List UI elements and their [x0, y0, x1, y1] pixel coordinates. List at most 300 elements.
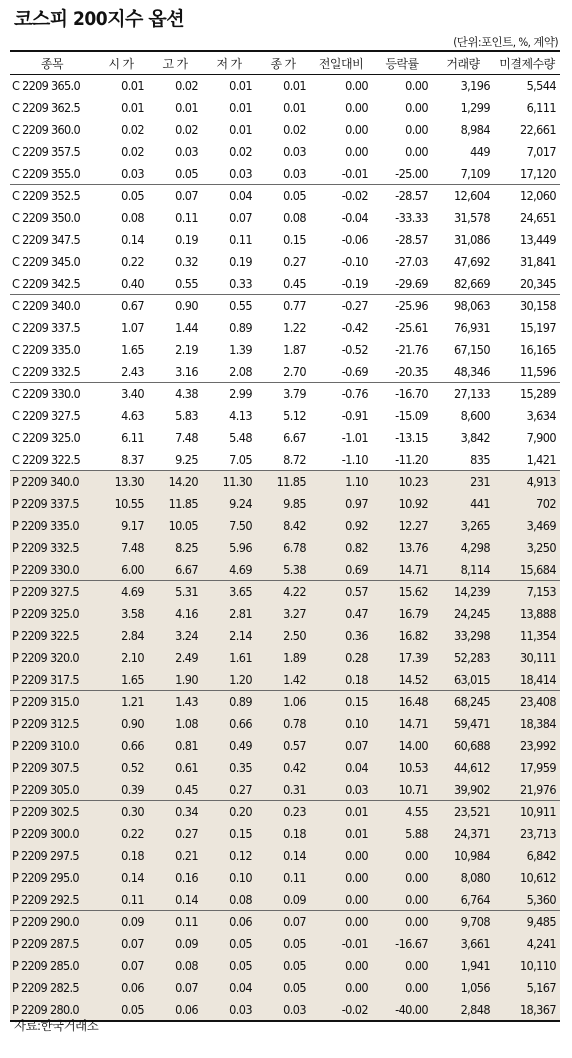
cell-change-rate: -13.15 [395, 430, 428, 445]
cell-open-interest: 7,900 [526, 430, 556, 445]
cell-change: -0.01 [310, 933, 372, 955]
cell-close: 5.12 [283, 408, 306, 423]
cell-change: -0.27 [341, 298, 368, 314]
cell-change: 1.10 [310, 471, 372, 493]
table-row [10, 933, 560, 955]
cell-low: 1.20 [202, 669, 256, 691]
cell-low: 0.27 [202, 779, 256, 801]
cell-name: P 2209 300.0 [10, 823, 94, 845]
cell-open: 0.39 [94, 779, 148, 801]
cell-change-rate: 0.00 [372, 889, 432, 911]
cell-change: -0.42 [341, 320, 368, 335]
cell-close: 0.05 [256, 977, 310, 999]
cell-volume: 441 [432, 493, 494, 515]
cell-close: 3.79 [283, 386, 306, 402]
cell-name: P 2209 340.0 [10, 471, 94, 493]
cell-volume: 8,984 [460, 122, 490, 137]
table-row [10, 471, 560, 493]
cell-change-rate: 17.39 [372, 647, 432, 669]
cell-name: C 2209 337.5 [12, 320, 80, 335]
cell-low: 0.35 [202, 757, 256, 779]
cell-change: 0.00 [310, 889, 372, 911]
cell-close: 2.50 [256, 625, 310, 647]
cell-name: C 2209 335.0 [12, 342, 80, 357]
cell-name: C 2209 342.5 [10, 273, 94, 295]
cell-name: P 2209 320.0 [10, 647, 94, 669]
cell-low: 0.20 [202, 801, 256, 823]
cell-close: 0.18 [256, 823, 310, 845]
cell-change: -0.19 [310, 273, 372, 295]
cell-volume: 4,298 [432, 537, 494, 559]
cell-high: 0.27 [148, 823, 202, 845]
cell-open: 0.30 [94, 801, 148, 823]
cell-change: -0.02 [341, 188, 368, 204]
cell-name: P 2209 317.5 [10, 669, 94, 691]
cell-volume: 52,283 [432, 647, 494, 669]
cell-open-interest: 7,017 [526, 144, 556, 159]
cell-high: 0.19 [175, 232, 198, 247]
cell-open-interest: 17,959 [494, 757, 560, 779]
cell-name: P 2209 280.0 [10, 999, 94, 1021]
cell-name: C 2209 350.0 [12, 210, 80, 225]
cell-change: -0.52 [341, 342, 368, 357]
table-row [10, 713, 560, 735]
cell-change-rate: 0.00 [405, 144, 428, 159]
cell-change-rate: 0.00 [372, 867, 432, 889]
cell-high: 11.85 [148, 493, 202, 515]
cell-open: 0.07 [94, 933, 148, 955]
table-row [10, 515, 560, 537]
cell-close: 0.05 [283, 188, 306, 204]
cell-open: 0.02 [121, 144, 144, 159]
table-row [10, 317, 560, 339]
cell-change-rate: 14.52 [372, 669, 432, 691]
cell-low: 2.14 [202, 625, 256, 647]
cell-high: 4.38 [175, 386, 198, 402]
cell-close: 0.03 [283, 144, 306, 159]
cell-change-rate: -11.20 [372, 449, 432, 471]
cell-volume: 1,299 [460, 100, 490, 115]
cell-name: P 2209 285.0 [10, 955, 94, 977]
table-row [10, 339, 560, 361]
cell-high: 0.08 [148, 955, 202, 977]
cell-high: 1.44 [175, 320, 198, 335]
cell-high: 9.25 [148, 449, 202, 471]
cell-close: 11.85 [256, 471, 310, 493]
table-row [10, 757, 560, 779]
cell-change: -0.04 [341, 210, 368, 225]
cell-change-rate: -28.57 [395, 188, 428, 204]
cell-volume: 23,521 [432, 801, 494, 823]
cell-open: 0.14 [94, 867, 148, 889]
cell-name: P 2209 332.5 [10, 537, 94, 559]
cell-change: -0.10 [341, 254, 368, 269]
cell-close: 1.42 [256, 669, 310, 691]
cell-open: 0.40 [94, 273, 148, 295]
cell-close: 0.42 [256, 757, 310, 779]
table-row [10, 845, 560, 867]
cell-volume: 6,764 [432, 889, 494, 911]
cell-volume: 8,080 [432, 867, 494, 889]
header-volume: 거래량 [432, 51, 494, 75]
cell-high: 14.20 [148, 471, 202, 493]
cell-low: 0.05 [202, 933, 256, 955]
cell-low: 0.49 [202, 735, 256, 757]
cell-change: 0.97 [310, 493, 372, 515]
cell-high: 0.34 [148, 801, 202, 823]
cell-open: 13.30 [94, 471, 148, 493]
cell-change-rate: 5.88 [372, 823, 432, 845]
cell-open-interest: 24,651 [519, 210, 556, 225]
table-row [10, 163, 560, 185]
table-row [10, 911, 560, 933]
cell-name: C 2209 340.0 [12, 298, 80, 314]
cell-high: 5.83 [175, 408, 198, 423]
cell-change-rate: 16.48 [372, 691, 432, 713]
cell-open-interest: 16,165 [519, 342, 556, 357]
cell-change-rate: 4.55 [372, 801, 432, 823]
cell-volume: 24,245 [432, 603, 494, 625]
cell-high: 2.49 [148, 647, 202, 669]
cell-change-rate: 0.00 [372, 911, 432, 933]
cell-low: 9.24 [202, 493, 256, 515]
cell-change-rate: -25.00 [372, 163, 432, 185]
cell-low: 4.69 [202, 559, 256, 581]
cell-change: 0.92 [310, 515, 372, 537]
cell-high: 4.16 [148, 603, 202, 625]
cell-close: 3.27 [256, 603, 310, 625]
table-row [10, 251, 560, 273]
cell-open-interest: 20,345 [494, 273, 560, 295]
cell-high: 7.48 [175, 430, 198, 445]
cell-open: 0.14 [121, 232, 144, 247]
cell-close: 4.22 [256, 581, 310, 603]
cell-high: 0.02 [175, 122, 198, 137]
cell-close: 0.31 [256, 779, 310, 801]
cell-change-rate: -20.35 [372, 361, 432, 383]
cell-low: 4.13 [229, 408, 252, 423]
cell-high: 0.07 [175, 188, 198, 204]
cell-open-interest: 6,842 [494, 845, 560, 867]
cell-change-rate: 14.00 [372, 735, 432, 757]
cell-change-rate: -40.00 [372, 999, 432, 1021]
cell-open-interest: 10,110 [494, 955, 560, 977]
cell-high: 0.07 [148, 977, 202, 999]
cell-change: 0.82 [310, 537, 372, 559]
cell-change-rate: 0.00 [372, 977, 432, 999]
cell-open-interest: 18,384 [494, 713, 560, 735]
cell-open: 0.03 [94, 163, 148, 185]
cell-high: 0.32 [175, 254, 198, 269]
cell-open: 0.07 [94, 955, 148, 977]
cell-volume: 24,371 [432, 823, 494, 845]
cell-close: 0.14 [256, 845, 310, 867]
cell-open: 1.07 [121, 320, 144, 335]
cell-name: P 2209 290.0 [10, 911, 94, 933]
cell-open-interest: 6,111 [526, 100, 556, 115]
cell-low: 0.01 [229, 100, 252, 115]
cell-close: 1.06 [256, 691, 310, 713]
table-row [10, 273, 560, 295]
cell-low: 0.03 [202, 999, 256, 1021]
cell-low: 0.12 [202, 845, 256, 867]
cell-change-rate: -15.09 [395, 408, 428, 423]
table-row [10, 361, 560, 383]
cell-open: 0.52 [94, 757, 148, 779]
cell-name: C 2209 360.0 [12, 122, 80, 137]
cell-open: 0.08 [121, 210, 144, 225]
cell-change: 0.00 [345, 122, 368, 137]
cell-low: 7.50 [202, 515, 256, 537]
cell-volume: 8,114 [432, 559, 494, 581]
cell-high: 6.67 [148, 559, 202, 581]
table-row [10, 955, 560, 977]
cell-open-interest: 11,354 [494, 625, 560, 647]
cell-low: 2.81 [202, 603, 256, 625]
table-row [10, 823, 560, 845]
cell-open: 2.84 [94, 625, 148, 647]
cell-change: 0.15 [310, 691, 372, 713]
cell-high: 3.16 [148, 361, 202, 383]
cell-change-rate: -27.03 [395, 254, 428, 269]
cell-low: 0.04 [229, 188, 252, 204]
cell-name: C 2209 322.5 [10, 449, 94, 471]
table-row [10, 735, 560, 757]
cell-change: -0.01 [310, 163, 372, 185]
cell-open: 0.06 [94, 977, 148, 999]
cell-name: P 2209 282.5 [10, 977, 94, 999]
table-row [10, 493, 560, 515]
cell-high: 0.90 [175, 298, 198, 314]
cell-close: 1.22 [283, 320, 306, 335]
cell-open-interest: 4,913 [494, 471, 560, 493]
cell-change-rate: 10.23 [372, 471, 432, 493]
cell-open-interest: 5,544 [526, 78, 556, 94]
cell-close: 1.89 [256, 647, 310, 669]
cell-volume: 14,239 [432, 581, 494, 603]
cell-change-rate: 12.27 [372, 515, 432, 537]
cell-change: 0.00 [310, 845, 372, 867]
cell-change-rate: 0.00 [405, 78, 428, 94]
page-title: 코스피 200지수 옵션 [14, 8, 185, 30]
cell-change-rate: 16.82 [372, 625, 432, 647]
cell-volume: 449 [470, 144, 490, 159]
cell-low: 2.99 [229, 386, 252, 402]
cell-open-interest: 702 [494, 493, 560, 515]
cell-open: 7.48 [94, 537, 148, 559]
cell-high: 0.03 [175, 144, 198, 159]
cell-name: P 2209 302.5 [10, 801, 94, 823]
cell-low: 5.48 [229, 430, 252, 445]
header-open: 시 가 [94, 51, 148, 75]
cell-name: C 2209 327.5 [12, 408, 80, 423]
cell-change-rate: 13.76 [372, 537, 432, 559]
cell-change-rate: 0.00 [372, 955, 432, 977]
cell-change: 0.18 [310, 669, 372, 691]
cell-name: P 2209 327.5 [10, 581, 94, 603]
cell-open-interest: 30,158 [519, 298, 556, 314]
table-row [10, 889, 560, 911]
cell-open-interest: 21,976 [494, 779, 560, 801]
cell-low: 5.96 [202, 537, 256, 559]
cell-open-interest: 13,888 [494, 603, 560, 625]
cell-open-interest: 18,414 [494, 669, 560, 691]
cell-name: P 2209 295.0 [10, 867, 94, 889]
cell-low: 0.08 [202, 889, 256, 911]
cell-change-rate: 14.71 [372, 559, 432, 581]
cell-open: 1.21 [94, 691, 148, 713]
cell-name: P 2209 297.5 [10, 845, 94, 867]
cell-change: -1.10 [310, 449, 372, 471]
cell-close: 0.78 [256, 713, 310, 735]
cell-high: 1.08 [148, 713, 202, 735]
cell-volume: 76,931 [453, 320, 490, 335]
cell-close: 0.01 [283, 78, 306, 94]
cell-change-rate: -25.61 [395, 320, 428, 335]
cell-name: P 2209 322.5 [10, 625, 94, 647]
table-row [10, 537, 560, 559]
cell-open-interest: 4,241 [494, 933, 560, 955]
cell-open-interest: 3,469 [494, 515, 560, 537]
cell-high: 1.90 [148, 669, 202, 691]
cell-open: 0.66 [94, 735, 148, 757]
cell-change: 0.28 [310, 647, 372, 669]
header-change-rate: 등락률 [372, 51, 432, 75]
cell-close: 2.70 [256, 361, 310, 383]
cell-close: 0.05 [256, 955, 310, 977]
cell-name: P 2209 305.0 [10, 779, 94, 801]
cell-open-interest: 12,060 [519, 188, 556, 204]
cell-change: -0.02 [310, 999, 372, 1021]
cell-open-interest: 5,360 [494, 889, 560, 911]
table-row [10, 647, 560, 669]
cell-volume: 2,848 [432, 999, 494, 1021]
header-name: 종목 [10, 51, 94, 75]
table-row [10, 97, 560, 119]
header-close: 종 가 [256, 51, 310, 75]
cell-open: 1.65 [94, 669, 148, 691]
cell-volume: 33,298 [432, 625, 494, 647]
cell-low: 11.30 [202, 471, 256, 493]
cell-open-interest: 15,197 [519, 320, 556, 335]
table-row [10, 383, 560, 405]
cell-change-rate: 0.00 [405, 122, 428, 137]
cell-open-interest: 22,661 [519, 122, 556, 137]
cell-open: 3.40 [121, 386, 144, 402]
cell-open: 0.22 [94, 823, 148, 845]
cell-close: 0.03 [256, 999, 310, 1021]
cell-open: 9.17 [94, 515, 148, 537]
cell-name: C 2209 362.5 [12, 100, 80, 115]
cell-low: 2.08 [202, 361, 256, 383]
cell-high: 0.81 [148, 735, 202, 757]
cell-open: 0.01 [121, 78, 144, 94]
options-table [10, 50, 560, 1022]
cell-name: C 2209 325.0 [12, 430, 80, 445]
cell-open: 4.63 [121, 408, 144, 423]
cell-name: P 2209 310.0 [10, 735, 94, 757]
cell-volume: 44,612 [432, 757, 494, 779]
table-row [10, 295, 560, 317]
cell-open: 10.55 [94, 493, 148, 515]
table-row [10, 801, 560, 823]
cell-volume: 60,688 [432, 735, 494, 757]
cell-volume: 9,708 [432, 911, 494, 933]
cell-change: 0.36 [310, 625, 372, 647]
cell-low: 0.05 [202, 955, 256, 977]
cell-low: 0.02 [229, 144, 252, 159]
cell-high: 8.25 [148, 537, 202, 559]
cell-open-interest: 3,250 [494, 537, 560, 559]
cell-change: 0.07 [310, 735, 372, 757]
table-row [10, 867, 560, 889]
table-row [10, 229, 560, 251]
table-row [10, 207, 560, 229]
table-row [10, 405, 560, 427]
cell-open: 2.10 [94, 647, 148, 669]
table-row [10, 603, 560, 625]
cell-low: 0.04 [202, 977, 256, 999]
cell-change-rate: 0.00 [405, 100, 428, 115]
table-row [10, 669, 560, 691]
cell-volume: 47,692 [453, 254, 490, 269]
cell-open-interest: 11,596 [494, 361, 560, 383]
cell-open: 1.65 [121, 342, 144, 357]
cell-volume: 31,086 [453, 232, 490, 247]
cell-name: P 2209 287.5 [10, 933, 94, 955]
cell-low: 0.15 [202, 823, 256, 845]
cell-change-rate: 0.00 [372, 845, 432, 867]
cell-high: 0.45 [148, 779, 202, 801]
cell-change: -0.76 [341, 386, 368, 402]
cell-change-rate: -16.67 [372, 933, 432, 955]
cell-open-interest: 31,841 [519, 254, 556, 269]
cell-close: 8.72 [256, 449, 310, 471]
cell-low: 0.33 [202, 273, 256, 295]
cell-volume: 59,471 [432, 713, 494, 735]
cell-high: 0.55 [148, 273, 202, 295]
cell-low: 0.01 [229, 122, 252, 137]
cell-high: 0.11 [175, 210, 198, 225]
cell-name: P 2209 307.5 [10, 757, 94, 779]
cell-open: 2.43 [94, 361, 148, 383]
cell-open-interest: 15,684 [494, 559, 560, 581]
cell-name: P 2209 325.0 [10, 603, 94, 625]
cell-low: 3.65 [202, 581, 256, 603]
cell-high: 2.19 [175, 342, 198, 357]
cell-high: 0.61 [148, 757, 202, 779]
table-row [10, 75, 560, 97]
cell-open-interest: 18,367 [494, 999, 560, 1021]
cell-close: 0.27 [283, 254, 306, 269]
cell-open: 3.58 [94, 603, 148, 625]
cell-close: 9.85 [256, 493, 310, 515]
cell-open: 0.05 [94, 999, 148, 1021]
table-body [10, 75, 560, 1021]
cell-volume: 835 [432, 449, 494, 471]
cell-open: 0.05 [121, 188, 144, 204]
cell-high: 10.05 [148, 515, 202, 537]
cell-open-interest: 10,612 [494, 867, 560, 889]
cell-high: 0.11 [148, 911, 202, 933]
cell-close: 1.87 [283, 342, 306, 357]
table-row [10, 427, 560, 449]
cell-close: 0.08 [283, 210, 306, 225]
cell-change-rate: -33.33 [395, 210, 428, 225]
cell-change-rate: 16.79 [372, 603, 432, 625]
cell-volume: 3,265 [432, 515, 494, 537]
cell-volume: 3,661 [432, 933, 494, 955]
